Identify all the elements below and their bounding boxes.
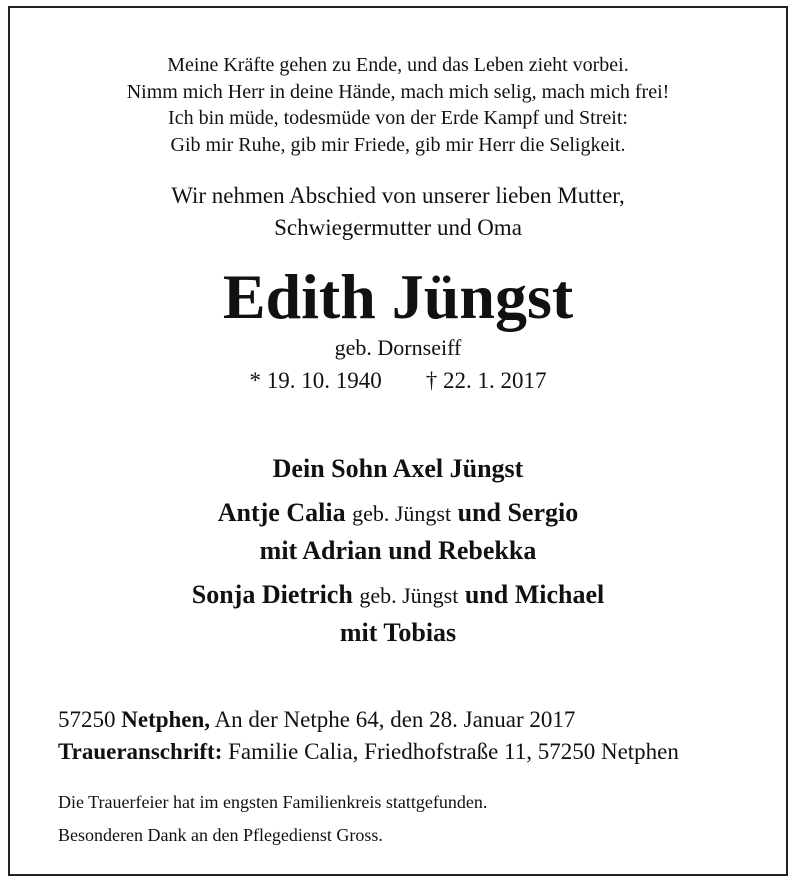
family-daughter-2 (10, 576, 786, 651)
family-daughter-1 (10, 494, 786, 569)
family-son: Dein Sohn Axel Jüngst (272, 454, 524, 483)
family-list (10, 450, 786, 658)
daughter-1-children: mit Adrian und Rebekka (259, 536, 537, 565)
mourning-address-line (58, 736, 766, 768)
daughter-2-children: mit Tobias (339, 618, 457, 647)
ceremony-note: Die Trauerfeier hat im engsten Familienkreis stattgefunden. (58, 792, 488, 812)
daughter-2-nee: geb. Jüngst (359, 583, 459, 608)
life-dates (10, 365, 786, 397)
daughter-1-partner: und Sergio (457, 498, 579, 527)
poem-line: Gib mir Ruhe, gib mir Friede, gib mir Herr die Seligkeit. (170, 133, 626, 156)
poem-line: Ich bin müde, todesmüde von der Erde Kampf und Streit: (168, 107, 628, 129)
thanks-note: Besonderen Dank an den Pflegedienst Gross. (58, 825, 383, 845)
daughter-2-name: Sonja Dietrich (191, 580, 353, 609)
maiden-name: geb. Dornseiff (334, 335, 462, 360)
daughter-2-partner: und Michael (464, 580, 605, 609)
poem-line: Meine Kräfte gehen zu Ende, und das Leben zieht vorbei. (167, 54, 629, 76)
city: Netphen, (121, 707, 211, 732)
deceased-name: Edith Jüngst (222, 261, 574, 332)
poem (10, 52, 786, 158)
farewell-line: Schwiegermutter und Oma (274, 215, 522, 240)
zip-code: 57250 (58, 707, 116, 732)
address-block (58, 704, 766, 768)
farewell-text (10, 180, 786, 244)
mourning-address: Familie Calia, Friedhofstraße 11, 57250 Netphen (228, 739, 679, 764)
birth-date: * 19. 10. 1940 (249, 368, 382, 393)
obituary-frame (8, 6, 788, 876)
street-date: An der Netphe 64, den 28. Januar 2017 (214, 707, 576, 732)
place-date-line (58, 704, 766, 736)
daughter-1-name: Antje Calia (217, 498, 346, 527)
poem-line: Nimm mich Herr in deine Hände, mach mich selig, mach mich frei! (126, 80, 670, 103)
daughter-1-nee: geb. Jüngst (352, 501, 452, 526)
mourning-address-label: Traueranschrift: (58, 739, 223, 764)
farewell-line: Wir nehmen Abschied von unserer lieben Mutter, (171, 183, 625, 208)
death-date: † 22. 1. 2017 (425, 368, 547, 393)
